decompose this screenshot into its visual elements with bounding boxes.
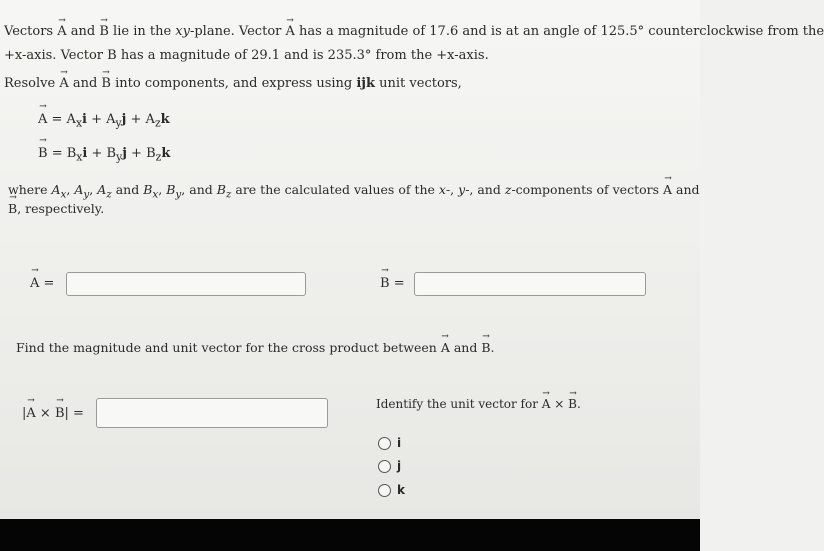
answer-b-input[interactable] bbox=[414, 272, 646, 296]
where-line-1: where $A_x$, $A_y$, $A_z$ and $B_x$, $B_y$, and $B_z$ are the calculated values of the x-, y-, and z-components of vectors → A and bbox=[8, 180, 700, 205]
option-i-label: i bbox=[397, 436, 402, 450]
instruction-text: Resolve → A and → B into components, and express using ijk unit vectors, bbox=[4, 74, 462, 93]
answer-a-input[interactable] bbox=[66, 272, 306, 296]
where-line-2: → B, respectively. bbox=[8, 199, 104, 218]
vector-b-symbol: → B bbox=[38, 146, 48, 161]
option-j-label: j bbox=[397, 459, 402, 473]
intro-line-1: Vectors → A and → B lie in the xy-plane. Vector → A has a magnitude of 17.6 and is at an angle of 125.5° counterclockwise from the bbox=[4, 22, 824, 41]
cross-magnitude-input[interactable] bbox=[96, 398, 328, 428]
answer-b-label: → B = bbox=[380, 276, 405, 291]
answer-a-label: → A = bbox=[30, 276, 54, 291]
cross-product-prompt: Find the magnitude and unit vector for the cross product between → A and → B. bbox=[16, 338, 494, 357]
equation-a: → $A = A_xi + A_yj + A_zk$ bbox=[38, 112, 170, 130]
bottom-dark-bar bbox=[0, 519, 700, 551]
unit-vector-prompt: Identify the unit vector for → A × → B. bbox=[376, 395, 581, 414]
vector-a-symbol: → A bbox=[38, 112, 47, 127]
cross-magnitude-label: |→ A × → B| = bbox=[22, 406, 84, 421]
intro-line-2: +x-axis. Vector B has a magnitude of 29.1 and is 235.3° from the +x-axis. bbox=[4, 48, 489, 63]
option-k-label: k bbox=[397, 483, 405, 497]
equation-b: → $B = B_xi + B_yj + B_zk$ bbox=[38, 146, 170, 164]
option-i-radio[interactable] bbox=[378, 437, 391, 450]
option-k-radio[interactable] bbox=[378, 484, 391, 497]
option-j-radio[interactable] bbox=[378, 460, 391, 473]
